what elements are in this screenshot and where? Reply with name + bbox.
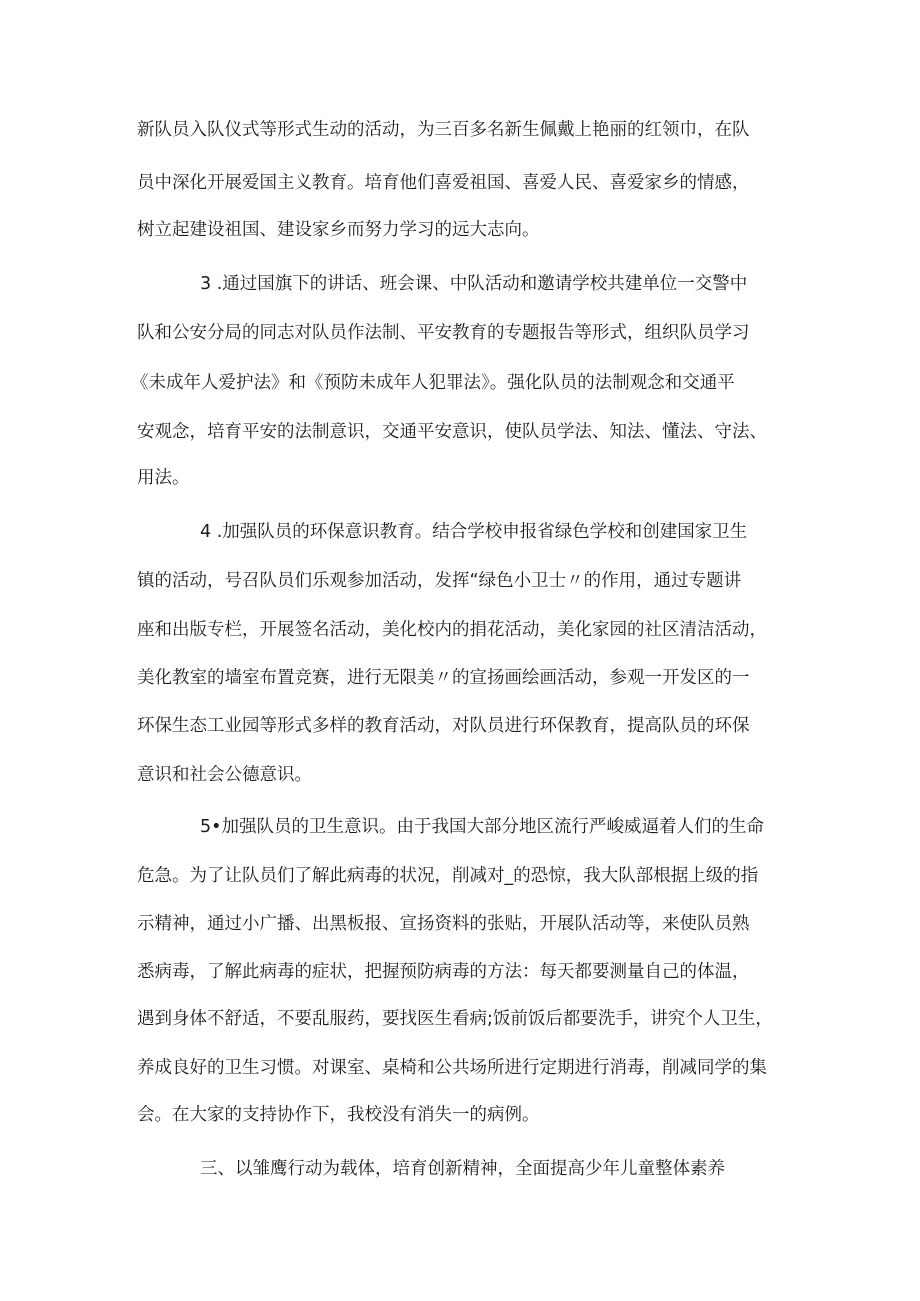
text-line: 员中深化开展爱国主义教育。培育他们喜爱祖国、喜爱人民、喜爱家乡的情感， (137, 173, 750, 193)
text-line: 镇的活动，号召队员们乐观参加活动，发挥“绿色小卫士〃的作用，通过专题讲 (137, 571, 742, 591)
text-line: 美化教室的墙室布置竞赛，进行无限美〃的宣扬画绘画活动，参观一开发区的一 (137, 668, 750, 688)
text-line: 4 .加强队员的环保意识教育。结合学校申报省绿色学校和创建国家卫生 (200, 522, 748, 542)
text-line: 遇到身体不舒适，不要乱服药，要找医生看病;饭前饭后都要洗手，讲究个人卫生， (137, 1009, 773, 1029)
text-line: 树立起建设祖国、建设家乡而努力学习的远大志向。 (137, 220, 540, 240)
text-line: 意识和社会公德意识。 (137, 765, 312, 785)
text-line: 队和公安分局的同志对队员作法制、平安教育的专题报告等形式，组织队员学习 (137, 323, 750, 343)
text-line: 养成良好的卫生习惯。对课室、桌椅和公共场所进行定期进行消毒，削减同学的集 (137, 1058, 767, 1078)
text-line: 3 .通过国旗下的讲话、班会课、中队活动和邀请学校共建单位一交警中 (200, 274, 748, 294)
text-line: 《未成年人爱护法》和《预防未成年人犯罪法》。强化队员的法制观念和交通平 (131, 373, 735, 393)
text-line: 用法。 (137, 468, 190, 488)
text-line: 安观念，培育平安的法制意识，交通平安意识，使队员学法、知法、懂法、守法、 (137, 422, 767, 442)
text-line: 示精神，通过小广播、出黑板报、宣扬资料的张贴，开展队活动等，来使队员熟 (137, 914, 750, 934)
section-heading: 三、以雏鹰行动为载体，培育创新精神，全面提高少年儿童整体素养 (200, 1159, 725, 1179)
text-line: 会。在大家的支持协作下，我校没有消失一的病例。 (137, 1105, 540, 1125)
text-line: 新队员入队仪式等形式生动的活动，为三百多名新生佩戴上艳丽的红领巾，在队 (137, 120, 750, 140)
text-line: 5•加强队员的卫生意识。由于我国大部分地区流行严峻威逼着人们的生命 (200, 817, 764, 837)
text-line: 座和出版专栏，开展签名活动，美化校内的捐花活动，美化家园的社区清洁活动， (137, 620, 767, 640)
text-line: 危急。为了让队员们了解此病毒的状况，削减对_的恐惊，我大队部根据上级的指 (137, 866, 759, 886)
text-line: 环保生态工业园等形式多样的教育活动，对队员进行环保教育，提高队员的环保 (137, 716, 750, 736)
text-line: 悉病毒，了解此病毒的症状，把握预防病毒的方法：每天都要测量自己的体温， (137, 962, 750, 982)
